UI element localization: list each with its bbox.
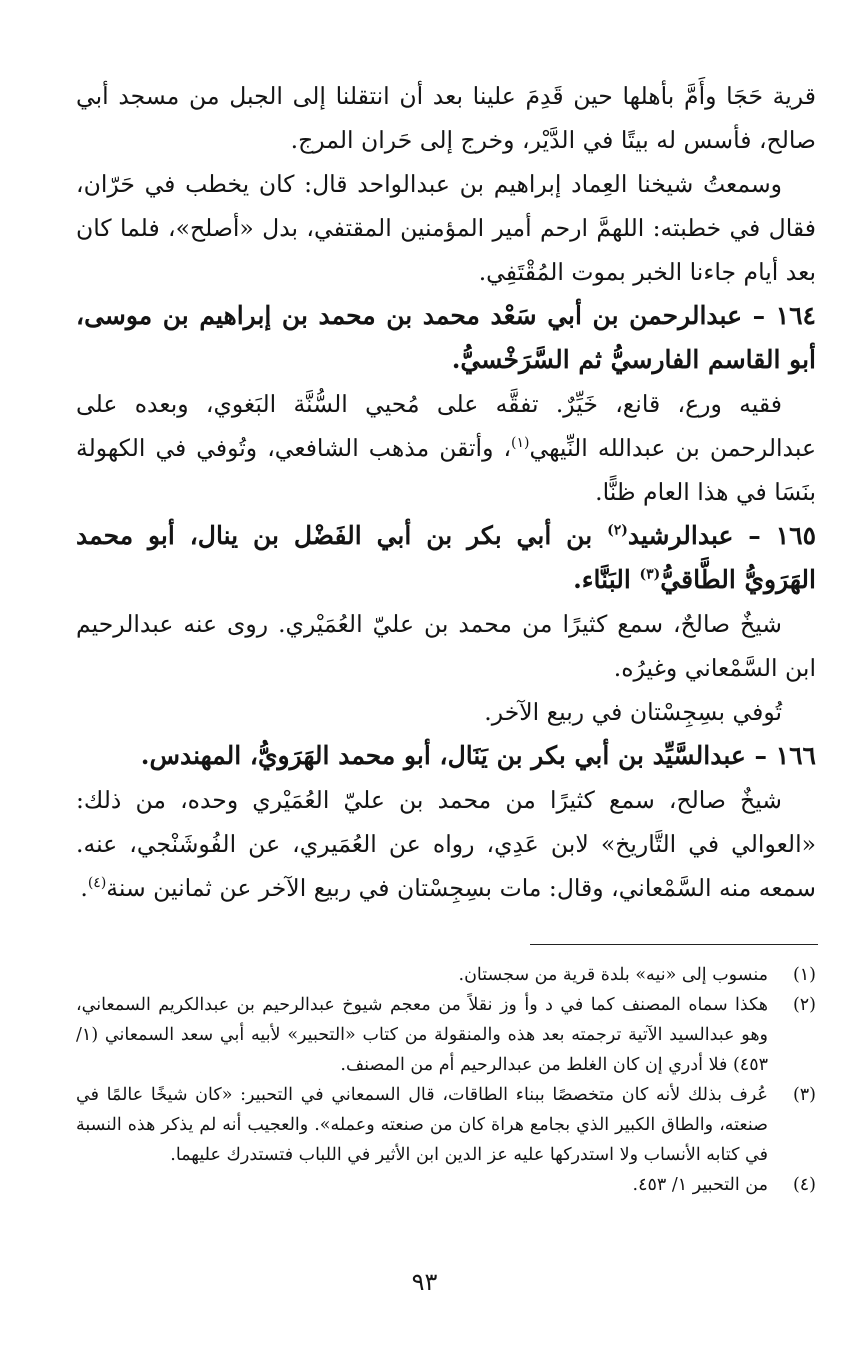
footnote: [76, 1080, 816, 1170]
main-text: [76, 74, 816, 910]
footnote: [76, 960, 816, 990]
paragraph-text: ، وأتقن مذهب الشافعي، وتُوفي في الكهولة بنَسَا في هذا العام ظنًّا.: [76, 434, 816, 506]
footnote-ref: (١): [511, 435, 530, 452]
paragraph: وسمعتُ شيخنا العِماد إبراهيم بن عبدالواحد قال: كان يخطب في حَرّان، فقال في خطبته: اللهمَّ ارحم أمير المؤمنين المقتفي، بدل «أصلح»، فلما كان بعد أيام جاءنا الخبر بموت المُقْتَفِي.: [76, 170, 816, 286]
paragraph: قرية حَجَا وأَمَّ بأهلها حين قَدِمَ علينا بعد أن انتقلنا إلى الجبل من مسجد أبي صالح، فأسس له بيتًا في الدَّيْر، وخرج إلى حَران المرج.: [76, 82, 816, 154]
paragraph-text: .: [80, 874, 88, 902]
footnote-ref: (٣): [639, 566, 661, 583]
page-number: ٩٣: [411, 1268, 438, 1296]
paragraph-text: فقيه ورع، قانع، خَيِّرٌ. تفقَّه على مُحيي السُّنَّة البَغوي، وبعده على عبدالرحمن بن عبدالله النِّيهي: [76, 390, 816, 462]
footnote-number: (٣): [792, 1085, 816, 1105]
footnote-text: من التحبير ١/ ٤٥٣.: [632, 1175, 768, 1195]
entry-heading-164: ١٦٤ – عبدالرحمن بن أبي سَعْد محمد بن محمد بن إبراهيم بن موسى، أبو القاسم الفارسيُّ ثم السَّرَخْسيُّ.: [76, 301, 816, 374]
paragraph: [76, 382, 816, 514]
entry-heading-165: [76, 514, 816, 602]
heading-text: البَنَّاء.: [573, 565, 640, 594]
footnote-number: (٤): [792, 1175, 816, 1195]
entry-heading-166: ١٦٦ – عبدالسَّيِّد بن أبي بكر بن يَنَال، أبو محمد الهَرَويُّ، المهندس.: [140, 741, 816, 770]
heading-text: بن أبي بكر بن أبي الفَضْل بن ينال، أبو محمد الهَرَويُّ الطَّاقيُّ: [76, 521, 816, 594]
footnote-number: (١): [792, 965, 816, 985]
footnote-ref: (٤): [87, 875, 107, 892]
paragraph-text: شيخٌ صالح، سمع كثيرًا من محمد بن عليّ العُمَيْري وحده، من ذلك: «العوالي في التَّاريخ» لابن عَدِي، رواه عن العُمَيري، عن الفُوشَنْجي، عنه. سمعه منه السَّمْعاني، وقال: مات بسِجِسْتان في ربيع الآخر عن ثمانين سنة: [76, 786, 816, 902]
footnote-text: هكذا سماه المصنف كما في د وأ وز نقلاً من معجم شيوخ عبدالرحيم بن عبدالكريم السمعاني، وهو عبدالسيد الآتية ترجمته بعد هذه والمنقولة من كتاب «التحبير» لأبيه أبي سعد السمعاني (١/ ٤٥٣) فلا أدري إن كان الغلط من عبدالرحيم أم من المصنف.: [76, 995, 768, 1075]
footnote-ref: (٢): [607, 522, 628, 539]
footnote-number: (٢): [792, 995, 816, 1015]
paragraph: تُوفي بسِجِسْتان في ربيع الآخر.: [484, 698, 782, 726]
heading-text: ١٦٥ – عبدالرشيد: [627, 521, 817, 550]
footnotes: [76, 960, 816, 1200]
footnote: [76, 1170, 816, 1200]
footnote-text: عُرف بذلك لأنه كان متخصصًا ببناء الطاقات، قال السمعاني في التحبير: «كان شيخًا عالمًا في صنعته، والطاق الكبير الذي بجامع هراة كان من صنعته وعمله». والعجيب أنه لم يذكر هذه النسبة في كتابه الأنساب ولا استدركها عليه عز الدين ابن الأثير في اللباب فتستدرك عليهما.: [76, 1085, 768, 1165]
footnote: [76, 990, 816, 1080]
footnote-text: منسوب إلى «نيه» بلدة قرية من سجستان.: [458, 965, 768, 985]
paragraph: [76, 778, 816, 910]
paragraph: شيخٌ صالحٌ، سمع كثيرًا من محمد بن عليّ العُمَيْري. روى عنه عبدالرحيم ابن السَّمْعاني وغيرُه.: [76, 610, 816, 682]
footnote-separator: [530, 944, 818, 945]
